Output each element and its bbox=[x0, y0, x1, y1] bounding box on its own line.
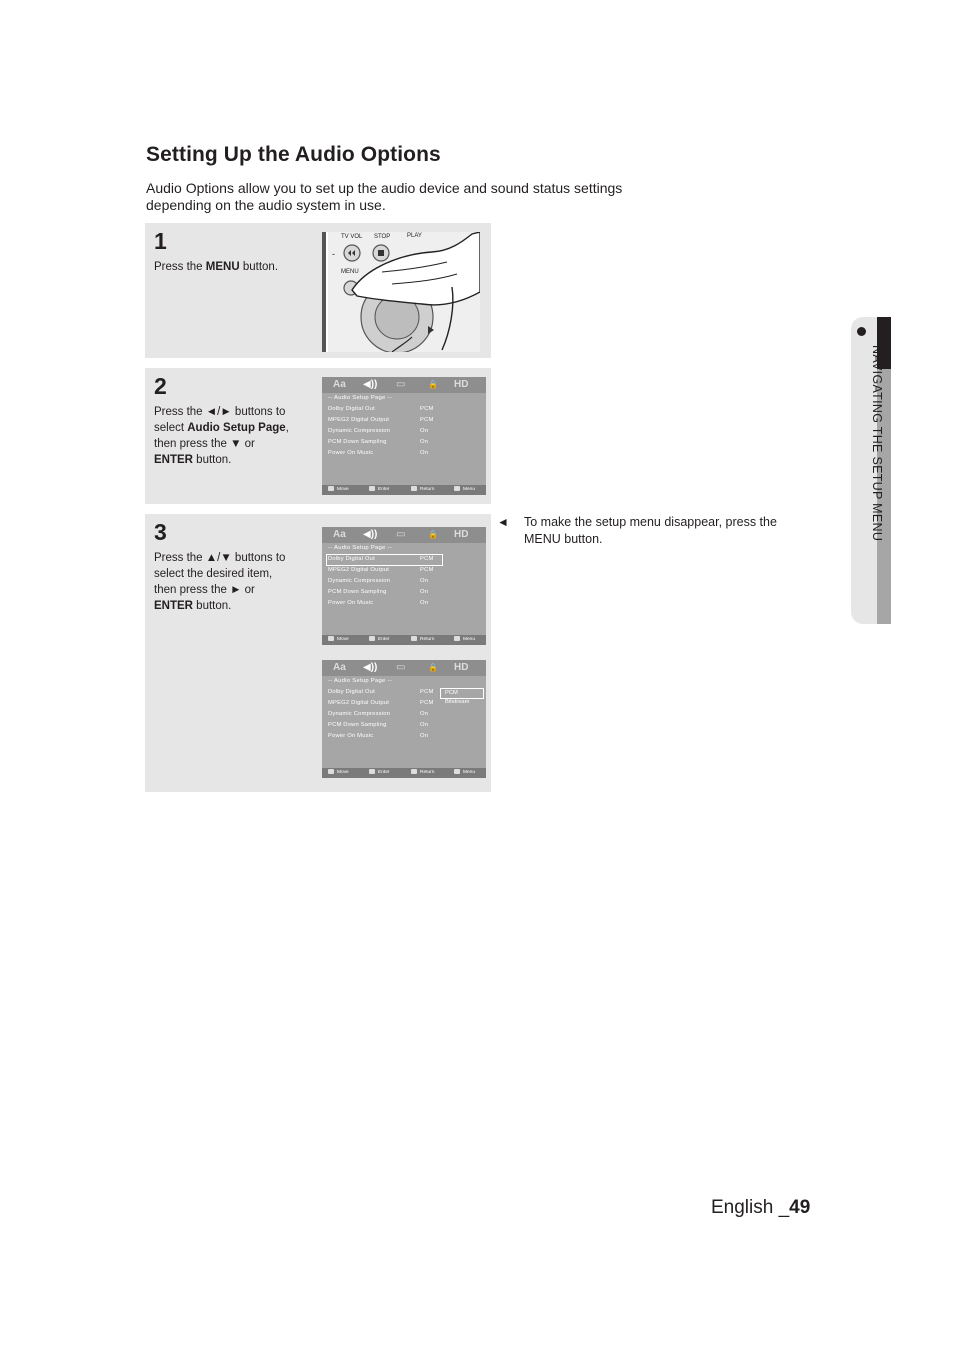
display-tab-icon: ▭ bbox=[396, 379, 406, 390]
osd-footer: Move Enter Return Menu bbox=[322, 635, 486, 645]
audio-tab-icon: ◀)) bbox=[363, 529, 378, 540]
osd-row: PCM Down Sampling On bbox=[328, 589, 429, 595]
osd-row-selected: Dolby Digital Out PCM bbox=[327, 555, 442, 565]
osd-footer-move: Move bbox=[328, 485, 349, 495]
lock-tab-icon: 🔒 bbox=[428, 380, 438, 389]
step-instruction: Press the ▲/▼ buttons to select the desired item, then press the ► or ENTER button. bbox=[154, 552, 286, 612]
language-tab-icon: Aa bbox=[333, 379, 346, 390]
display-tab-icon: ▭ bbox=[396, 662, 406, 673]
remote-control-illustration bbox=[322, 232, 480, 352]
osd-row: Dolby Digital Out PCM bbox=[328, 689, 434, 695]
hd-tab-icon: HD bbox=[454, 379, 469, 390]
osd-row: PCM Down Sampling On bbox=[328, 722, 429, 728]
remote-label-play: PLAY bbox=[407, 233, 422, 239]
osd-row: Power On Music On bbox=[328, 733, 429, 739]
osd-footer-menu: Menu bbox=[454, 485, 475, 495]
remote-label-tv-vol: TV VOL bbox=[341, 234, 363, 240]
osd-row: Dynamic Compression On bbox=[328, 578, 429, 584]
lock-tab-icon: 🔒 bbox=[428, 530, 438, 539]
popup-option-pcm: PCM bbox=[441, 689, 483, 698]
osd-footer bbox=[322, 485, 486, 495]
step-instruction: Press the ◄/► buttons to select Audio Setup Page, then press the ▼ or ENTER button. bbox=[154, 406, 289, 466]
osd-row: MPEG2 Digital Output PCM bbox=[328, 700, 434, 706]
step-number: 3 bbox=[154, 519, 167, 545]
step-2-panel bbox=[145, 368, 491, 504]
bullet-icon bbox=[857, 327, 866, 336]
note-text: To make the setup menu disappear, press the MENU button. bbox=[524, 515, 777, 546]
remote-label-menu: MENU bbox=[341, 269, 359, 275]
audio-tab-icon: ◀)) bbox=[363, 662, 378, 673]
osd-row: Power On Music On bbox=[328, 450, 429, 456]
page-number: English _49 bbox=[711, 1197, 811, 1218]
osd-page-heading: -- Audio Setup Page -- bbox=[328, 395, 392, 401]
osd-row: Power On Music On bbox=[328, 600, 429, 606]
language-tab-icon: Aa bbox=[333, 662, 346, 673]
osd-page-heading: -- Audio Setup Page -- bbox=[328, 678, 392, 684]
osd-tab-bar bbox=[322, 660, 486, 676]
osd-row: PCM Down Sampling On bbox=[328, 439, 429, 445]
remote-label-minus: - bbox=[332, 249, 335, 259]
step-number: 1 bbox=[154, 228, 167, 254]
osd-tab-bar bbox=[322, 377, 486, 393]
note-arrow-icon: ◄ bbox=[497, 515, 509, 529]
hd-tab-icon: HD bbox=[454, 662, 469, 673]
osd-row: Dynamic Compression On bbox=[328, 428, 429, 434]
osd-screen-with-popup bbox=[322, 660, 486, 778]
osd-row: Dynamic Compression On bbox=[328, 711, 429, 717]
chapter-side-tab bbox=[851, 317, 891, 624]
osd-footer-return: Return bbox=[411, 485, 434, 495]
step-instruction: Press the MENU button. bbox=[154, 261, 279, 273]
audio-tab-icon: ◀)) bbox=[363, 379, 378, 390]
osd-screen bbox=[322, 377, 486, 495]
osd-page-heading: -- Audio Setup Page -- bbox=[328, 545, 392, 551]
hd-tab-icon: HD bbox=[454, 529, 469, 540]
remote-label-stop: STOP bbox=[374, 234, 391, 240]
intro-paragraph: Audio Options allow you to set up the audio device and sound status settings depending on the audio system in use. bbox=[146, 180, 623, 213]
step-1-panel bbox=[145, 223, 491, 358]
osd-footer-enter: Enter bbox=[369, 485, 389, 495]
osd-screen bbox=[322, 527, 486, 645]
lock-tab-icon: 🔒 bbox=[428, 663, 438, 672]
chapter-label: NAVIGATING THE SETUP MENU bbox=[870, 345, 884, 542]
osd-option-popup bbox=[441, 689, 483, 707]
osd-row: MPEG2 Digital Output PCM bbox=[328, 417, 434, 423]
step-3-panel bbox=[145, 514, 491, 792]
popup-option-bitstream: Bitstream bbox=[445, 699, 470, 705]
osd-row: MPEG2 Digital Output PCM bbox=[328, 567, 434, 573]
language-tab-icon: Aa bbox=[333, 529, 346, 540]
osd-footer: Move Enter Return Menu bbox=[322, 768, 486, 778]
osd-row: Dolby Digital Out PCM bbox=[328, 406, 434, 412]
display-tab-icon: ▭ bbox=[396, 529, 406, 540]
page-title: Setting Up the Audio Options bbox=[146, 143, 441, 166]
osd-tab-bar bbox=[322, 527, 486, 543]
step-number: 2 bbox=[154, 373, 167, 399]
